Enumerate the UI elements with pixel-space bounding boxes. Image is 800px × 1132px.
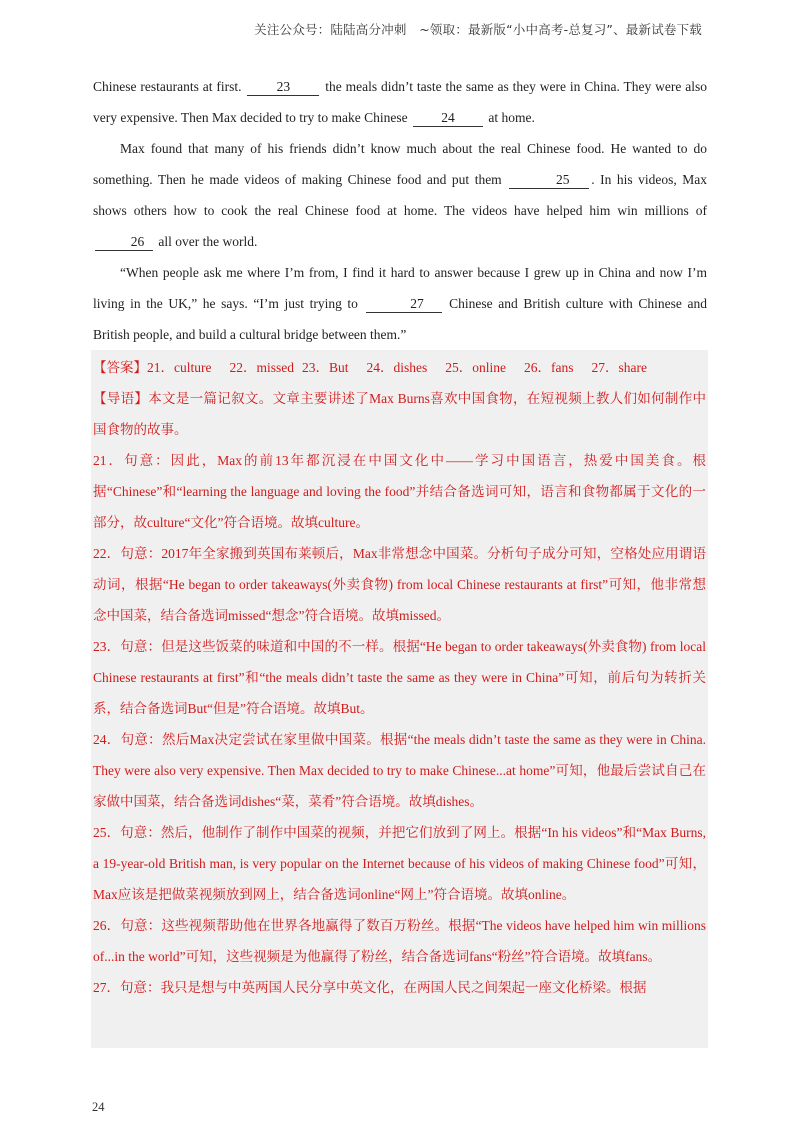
passage-text: Chinese and British culture with Chinese and British people, and build a cultural bridge between them.”: [93, 296, 708, 342]
answer-item: 27．share: [591, 360, 647, 375]
explanation-21: 21．句意：因此，Max的前13年都沉浸在中国文化中——学习中国语言，热爱中国美食。根据“Chinese”和“learning the language and loving the food”并结合备选词可知，语言和食物都属于文化的一部分，故culture“文化”符合语境。故填culture。: [93, 453, 706, 530]
passage-text: Chinese restaurants at first.: [93, 79, 242, 94]
passage-paragraph-3: [93, 257, 707, 350]
answer-section: [91, 350, 708, 1048]
reading-passage: [93, 71, 707, 350]
guide-text: 【导语】本文是一篇记叙文。文章主要讲述了Max Burns喜欢中国食物，在短视频上教人们如何制作中国食物的故事。: [93, 391, 706, 437]
passage-text: “When people ask me where I’m from, I find it hard to answer because I grew up in China and now I’m living in the UK,” he says. “I’m just trying to: [93, 265, 707, 311]
explanation-25: 25．句意：然后，他制作了制作中国菜的视频，并把它们放到了网上。根据“In his videos”和“Max Burns, a 19-year-old British man, is very popular on the Internet because of his videos of making Chinese food”可知，Max应该是把做菜视频放到网上，结合备选词online“网上”符合语境。故填online。: [93, 825, 706, 902]
blank-27: 27: [366, 295, 442, 313]
answer-item: 23．But: [302, 360, 349, 375]
answer-item: 25．online: [445, 360, 507, 375]
answer-item: 26．fans: [524, 360, 574, 375]
explanation-24: 24．句意：然后Max决定尝试在家里做中国菜。根据“the meals didn’t taste the same as they were in China. They were also very expensive. Then Max decided to try to make Chinese...at home”可知，他最后尝试自己在家做中国菜，结合备选词dishes“菜，菜肴”符合语境。故填dishes。: [93, 732, 706, 809]
passage-paragraph-2: [93, 133, 707, 257]
answer-item: 21．culture: [147, 360, 212, 375]
answer-item: 22．missed: [229, 360, 294, 375]
blank-25: 25: [509, 171, 589, 189]
answer-label: 【答案】: [93, 360, 147, 375]
answer-item: 24．dishes: [366, 360, 428, 375]
explanation-23: 23．句意：但是这些饭菜的味道和中国的不一样。根据“He began to order takeaways(外卖食物) from local Chinese restaurants at first”和“the meals didn’t taste the same as they were in China”可知，前后句为转折关系，结合备选词But“但是”符合语境。故填But。: [93, 639, 706, 716]
passage-text: . In his videos, Max shows others how to cook the real Chinese food at home. The videos have helped him win millions of: [93, 172, 707, 218]
page-header: 关注公众号：陆陆高分冲刺 ~领取：最新版“小中高考-总复习”、最新试卷下载: [254, 22, 702, 37]
explanation-26: 26．句意：这些视频帮助他在世界各地赢得了数百万粉丝。根据“The videos have helped him win millions of...in the world”可知，这些视频是为他赢得了粉丝，结合备选词fans“粉丝”符合语境。故填fans。: [93, 918, 706, 964]
explanation-27: 27．句意：我只是想与中英两国人民分享中英文化，在两国人民之间架起一座文化桥梁。根据: [93, 980, 647, 995]
answer-key: [93, 352, 706, 383]
blank-24: 24: [413, 109, 483, 127]
passage-text: Max found that many of his friends didn’t know much about the real Chinese food. He wanted to do something. Then he made videos of making Chinese food and put them: [93, 141, 707, 187]
page-number: 24: [92, 1100, 105, 1114]
passage-paragraph-1: [93, 71, 707, 133]
explanation-22: 22．句意：2017年全家搬到英国布莱顿后，Max非常想念中国菜。分析句子成分可知，空格处应用谓语动词，根据“He began to order takeaways(外卖食物) from local Chinese restaurants at first”可知，他非常想念中国菜，结合备选词missed“想念”符合语境。故填missed。: [93, 546, 706, 623]
blank-23: 23: [247, 78, 319, 96]
passage-text: the meals didn’t taste the same as they were in China. They were also very expensive. Then Max decided to try to make Chinese: [93, 79, 708, 125]
passage-text: at home.: [488, 110, 535, 125]
passage-text: all over the world.: [158, 234, 258, 249]
blank-26: 26: [95, 233, 153, 251]
